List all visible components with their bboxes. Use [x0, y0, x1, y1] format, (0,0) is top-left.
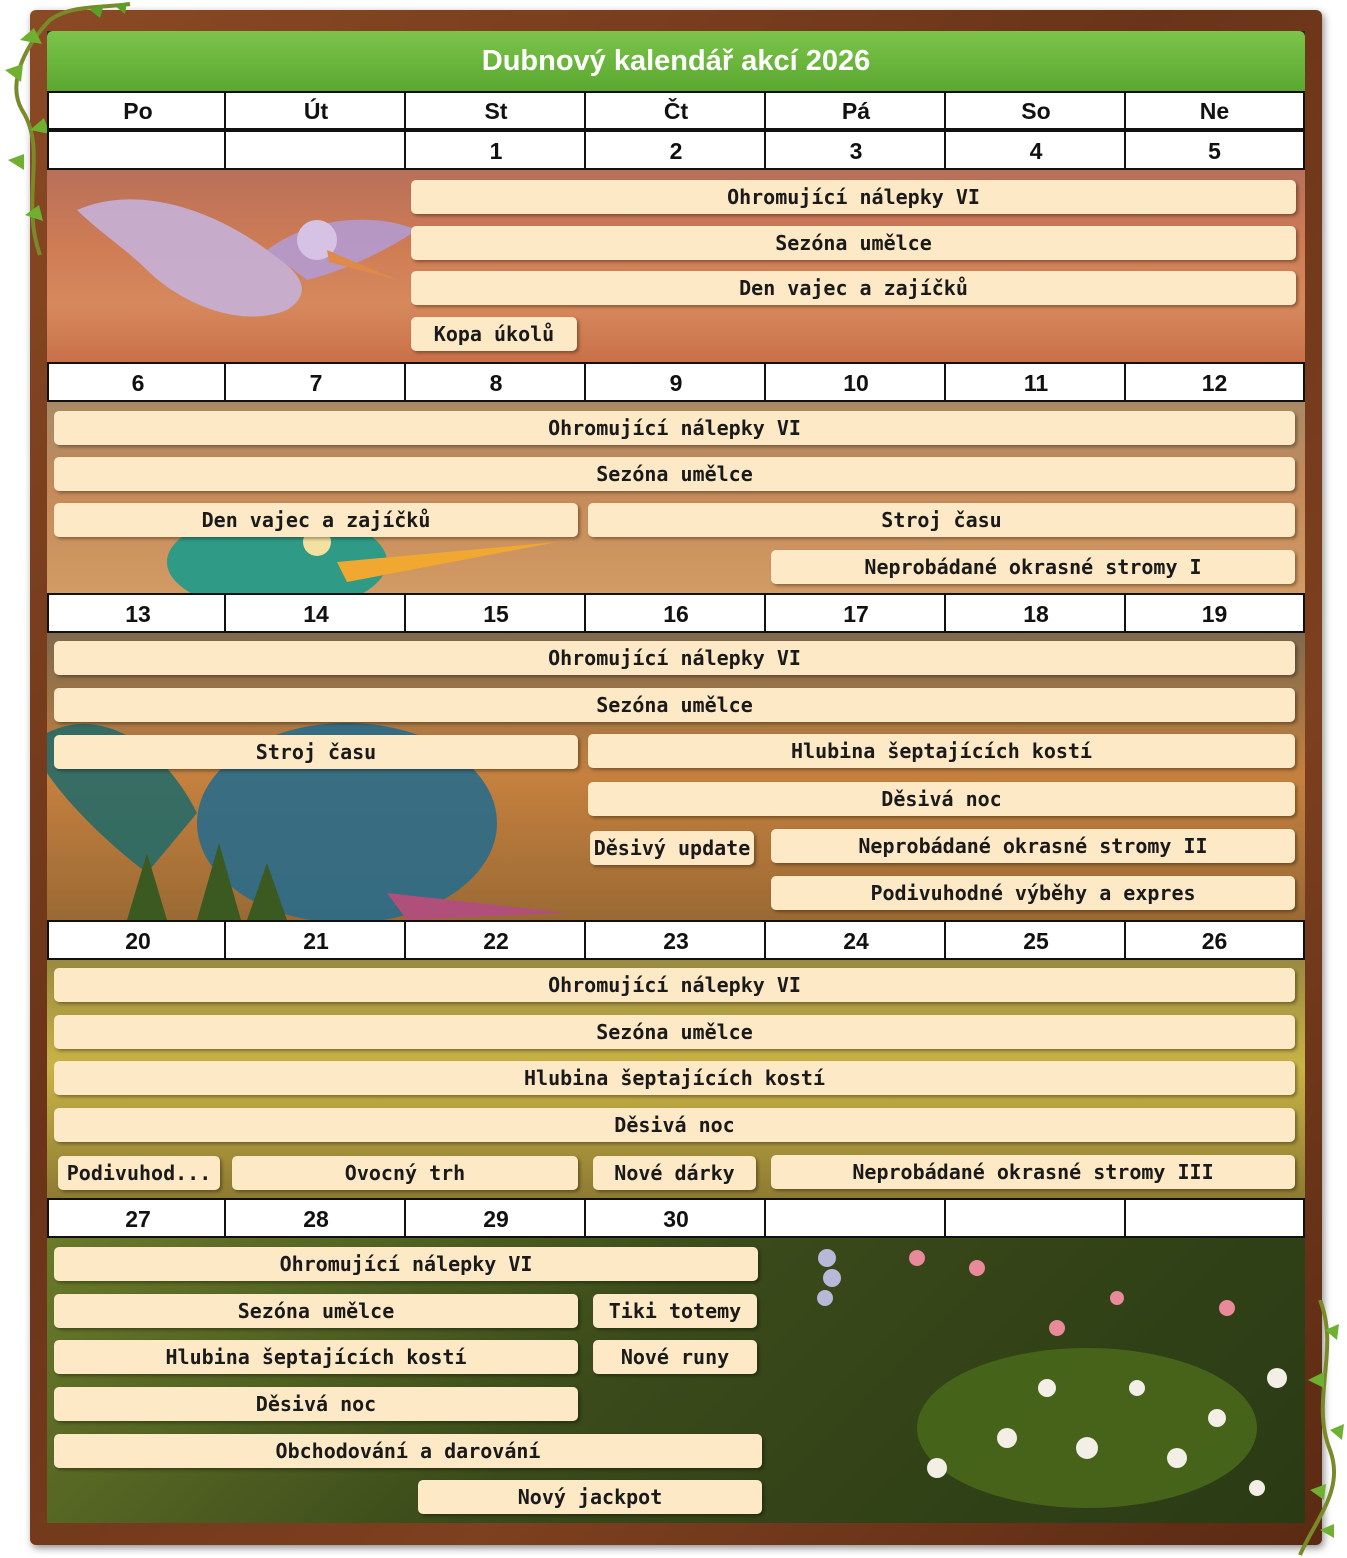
event-bar[interactable]: Neprobádané okrasné stromy II — [771, 829, 1295, 863]
date-cell: 22 — [404, 920, 586, 960]
event-bar[interactable]: Stroj času — [588, 503, 1295, 537]
date-cell: 18 — [944, 593, 1126, 633]
event-bar[interactable]: Den vajec a zajíčků — [411, 271, 1296, 305]
date-cell: 24 — [764, 920, 946, 960]
bird-illustration — [67, 180, 447, 340]
event-bar[interactable]: Tiki totemy — [593, 1294, 757, 1328]
date-cell: 26 — [1124, 920, 1305, 960]
event-bar[interactable]: Den vajec a zajíčků — [54, 503, 578, 537]
event-bar[interactable]: Hlubina šeptajících kostí — [54, 1340, 578, 1374]
date-cell: 29 — [404, 1198, 586, 1238]
event-bar[interactable]: Sezóna umělce — [54, 688, 1295, 722]
date-cell — [1124, 1198, 1305, 1238]
event-bar[interactable]: Neprobádané okrasné stromy I — [771, 550, 1295, 584]
weekday-sat: So — [944, 91, 1126, 130]
date-cell: 10 — [764, 362, 946, 402]
event-bar[interactable]: Ohromující nálepky VI — [54, 411, 1295, 445]
date-cell: 17 — [764, 593, 946, 633]
date-cell: 2 — [584, 130, 766, 170]
date-cell: 11 — [944, 362, 1126, 402]
event-bar[interactable]: Ohromující nálepky VI — [54, 1247, 758, 1281]
date-cell: 9 — [584, 362, 766, 402]
date-cell: 8 — [404, 362, 586, 402]
event-bar[interactable]: Děsivá noc — [54, 1108, 1295, 1142]
weekday-thu: Čt — [584, 91, 766, 130]
date-cell: 23 — [584, 920, 766, 960]
date-cell — [47, 130, 227, 170]
event-bar[interactable]: Hlubina šeptajících kostí — [54, 1061, 1295, 1095]
date-cell: 5 — [1124, 130, 1305, 170]
date-cell: 30 — [584, 1198, 766, 1238]
event-bar[interactable]: Podivuhodné výběhy a expres — [771, 876, 1295, 910]
date-cell: 14 — [224, 593, 406, 633]
date-cell: 19 — [1124, 593, 1305, 633]
date-cell: 1 — [404, 130, 586, 170]
event-bar[interactable]: Ovocný trh — [232, 1156, 578, 1190]
weekday-mon: Po — [47, 91, 227, 130]
event-bar[interactable]: Sezóna umělce — [54, 457, 1295, 491]
date-cell: 7 — [224, 362, 406, 402]
bird-body-illustration — [47, 693, 607, 920]
date-cell: 4 — [944, 130, 1126, 170]
weekday-fri: Pá — [764, 91, 946, 130]
date-cell — [224, 130, 406, 170]
date-cell: 21 — [224, 920, 406, 960]
weekday-wed: St — [404, 91, 586, 130]
weekday-sun: Ne — [1124, 91, 1305, 130]
event-bar[interactable]: Ohromující nálepky VI — [54, 968, 1295, 1002]
event-bar[interactable]: Stroj času — [54, 735, 578, 769]
event-bar[interactable]: Sezóna umělce — [54, 1015, 1295, 1049]
event-bar[interactable]: Sezóna umělce — [411, 226, 1296, 260]
event-bar[interactable]: Děsivý update — [590, 831, 754, 865]
event-bar[interactable]: Nový jackpot — [418, 1480, 762, 1514]
calendar-title: Dubnový kalendář akcí 2026 — [47, 31, 1305, 91]
date-cell: 15 — [404, 593, 586, 633]
event-bar[interactable]: Ohromující nálepky VI — [54, 641, 1295, 675]
event-bar[interactable]: Podivuhod... — [58, 1156, 220, 1190]
date-cell: 13 — [47, 593, 227, 633]
date-cell: 25 — [944, 920, 1126, 960]
event-bar[interactable]: Nové dárky — [593, 1156, 756, 1190]
date-cell: 6 — [47, 362, 227, 402]
event-bar[interactable]: Děsivá noc — [54, 1387, 578, 1421]
date-cell — [944, 1198, 1126, 1238]
event-bar[interactable]: Obchodování a darování — [54, 1434, 762, 1468]
date-cell: 16 — [584, 593, 766, 633]
date-cell: 28 — [224, 1198, 406, 1238]
flowers-illustration — [757, 1238, 1305, 1523]
date-cell — [764, 1198, 946, 1238]
event-bar[interactable]: Nové runy — [593, 1340, 757, 1374]
event-bar[interactable]: Ohromující nálepky VI — [411, 180, 1296, 214]
event-bar[interactable]: Děsivá noc — [588, 782, 1295, 816]
date-cell: 12 — [1124, 362, 1305, 402]
event-bar[interactable]: Neprobádané okrasné stromy III — [771, 1155, 1295, 1189]
date-cell: 27 — [47, 1198, 227, 1238]
date-cell: 20 — [47, 920, 227, 960]
event-bar[interactable]: Hlubina šeptajících kostí — [588, 734, 1295, 768]
weekday-tue: Út — [224, 91, 406, 130]
date-cell: 3 — [764, 130, 946, 170]
event-bar[interactable]: Kopa úkolů — [411, 317, 577, 351]
event-bar[interactable]: Sezóna umělce — [54, 1294, 578, 1328]
